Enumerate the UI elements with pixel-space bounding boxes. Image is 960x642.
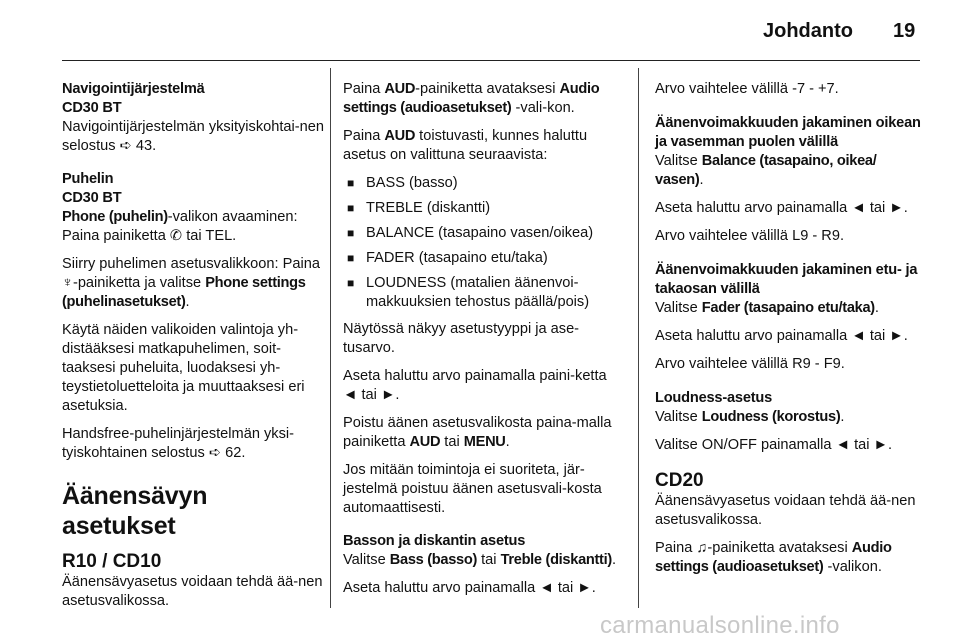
page-number: 19 bbox=[893, 20, 916, 42]
aud-paragraph-1 bbox=[343, 80, 625, 118]
audio-settings-name: Audio settings (audioasetukset) bbox=[655, 540, 892, 575]
text: toistuvasti, kunnes haluttu asetus on valittuna seuraavista: bbox=[343, 128, 588, 163]
nav-text: Navigointijärjestelmän yksityiskohtai-nen selostus bbox=[62, 119, 324, 154]
balance-paragraph-2: Aseta haluttu arvo painamalla ◄ tai ►. bbox=[655, 200, 908, 216]
fader-paragraph-2: Aseta haluttu arvo painamalla ◄ tai ►. bbox=[655, 328, 908, 344]
phone-menu-name: Phone (puhelin) bbox=[62, 209, 168, 225]
column-divider-2 bbox=[638, 68, 639, 608]
text: Poistu äänen asetusvalikosta paina-malla painiketta bbox=[343, 415, 612, 450]
text: tai bbox=[477, 552, 501, 568]
column-1 bbox=[62, 80, 326, 620]
fader-option: Fader (tasapaino etu/taka) bbox=[701, 300, 875, 316]
text: . bbox=[699, 172, 704, 188]
treble-option: Treble (diskantti) bbox=[500, 552, 612, 568]
list-item: ■ TREBLE (diskantti) bbox=[343, 199, 625, 218]
text: -painiketta avataksesi bbox=[415, 81, 560, 97]
watermark: carmanualsonline.info bbox=[600, 612, 840, 639]
phone-settings-name: Phone settings (puhelinasetukset) bbox=[62, 275, 306, 310]
phone-paragraph-2 bbox=[62, 255, 326, 312]
phone-settings-text: Siirry puhelimen asetusvalikkoon: Paina bbox=[62, 256, 320, 272]
range-paragraph: Arvo vaihtelee välillä -7 - +7. bbox=[655, 81, 839, 97]
text: -vali-kon. bbox=[511, 100, 575, 116]
r10-paragraph: Äänensävyasetus voidaan tehdä ää-nen asetusvalikossa. bbox=[62, 574, 323, 609]
loudness-option: Loudness (korostus) bbox=[701, 409, 841, 425]
phone-settings-mid: -painiketta ja valitse bbox=[72, 275, 206, 291]
list-item: ■ FADER (tasapaino etu/taka) bbox=[343, 249, 625, 268]
text: . bbox=[840, 409, 845, 425]
text: Paina bbox=[343, 128, 385, 144]
text: . bbox=[874, 300, 879, 316]
text: Paina bbox=[655, 540, 697, 556]
phone-icon: ✆ bbox=[169, 228, 183, 244]
nav-subheading: CD30 BT bbox=[62, 100, 122, 116]
text: -valikon. bbox=[823, 559, 882, 575]
column-divider-1 bbox=[330, 68, 331, 608]
phone-paragraph-1 bbox=[62, 208, 326, 246]
text: . bbox=[611, 552, 616, 568]
nav-heading: Navigointijärjestelmä bbox=[62, 81, 205, 97]
sound-settings-heading: Äänensävyn asetukset bbox=[62, 482, 208, 540]
balance-paragraph-1 bbox=[655, 152, 925, 190]
menu-key: MENU bbox=[463, 434, 506, 450]
phone-subheading: CD30 BT bbox=[62, 190, 122, 206]
bass-treble-heading: Basson ja diskantin asetus bbox=[343, 533, 526, 549]
audio-settings-name: Audio settings (audioasetukset) bbox=[343, 81, 600, 116]
fader-paragraph-1 bbox=[655, 299, 925, 318]
list-item: ■ BASS (basso) bbox=[343, 174, 625, 193]
page-header bbox=[0, 0, 960, 62]
phone-settings-tail: . bbox=[185, 294, 190, 310]
column-3 bbox=[655, 80, 925, 586]
text: -painiketta avataksesi bbox=[707, 540, 852, 556]
handsfree-text: Handsfree-puhelinjärjestelmän yksi-tyiskohtainen selostus bbox=[62, 426, 294, 461]
nav-paragraph bbox=[62, 118, 326, 156]
bass-paragraph-1 bbox=[343, 551, 625, 570]
fader-heading: Äänenvoimakkuuden jakaminen etu- ja takaosan välillä bbox=[655, 262, 918, 297]
exit-paragraph bbox=[343, 414, 625, 452]
text: Valitse bbox=[343, 552, 390, 568]
loudness-paragraph-2: Valitse ON/OFF painamalla ◄ tai ►. bbox=[655, 437, 893, 453]
phone-tail: tai TEL. bbox=[182, 228, 237, 244]
music-note-icon: ♫ bbox=[696, 540, 708, 556]
r10-heading: R10 / CD10 bbox=[62, 551, 162, 572]
nav-ref: 43. bbox=[131, 138, 157, 154]
page-ref-icon: ➪ bbox=[119, 138, 132, 154]
cd20-heading: CD20 bbox=[655, 470, 704, 491]
header-rule bbox=[62, 60, 920, 61]
fader-paragraph-3: Arvo vaihtelee välillä R9 - F9. bbox=[655, 356, 845, 372]
page-ref-icon: ➪ bbox=[208, 445, 222, 461]
balance-heading: Äänenvoimakkuuden jakaminen oikean ja vasemman puolen välillä bbox=[655, 115, 921, 150]
aud-key: AUD bbox=[384, 128, 416, 144]
text: Valitse bbox=[655, 300, 702, 316]
loudness-heading: Loudness-asetus bbox=[655, 390, 773, 406]
aud-paragraph-2 bbox=[343, 127, 625, 165]
section-title: Johdanto bbox=[763, 20, 853, 42]
bass-paragraph-2: Aseta haluttu arvo painamalla ◄ tai ►. bbox=[343, 580, 596, 596]
adjust-paragraph: Aseta haluttu arvo painamalla paini-ketta ◄ tai ►. bbox=[343, 368, 607, 403]
column-2 bbox=[343, 80, 625, 607]
bass-option: Bass (basso) bbox=[389, 552, 478, 568]
aud-key: AUD bbox=[409, 434, 441, 450]
text: Valitse bbox=[655, 153, 702, 169]
cd20-paragraph-2 bbox=[655, 539, 925, 577]
settings-list bbox=[343, 174, 625, 312]
display-paragraph: Näytössä näkyy asetustyyppi ja ase-tusarvo. bbox=[343, 321, 580, 356]
text: tai bbox=[440, 434, 464, 450]
phone-heading: Puhelin bbox=[62, 171, 114, 187]
aud-key: AUD bbox=[384, 81, 416, 97]
balance-paragraph-3: Arvo vaihtelee välillä L9 - R9. bbox=[655, 228, 844, 244]
text: . bbox=[505, 434, 510, 450]
loudness-paragraph-1 bbox=[655, 408, 925, 427]
phone-text: -valikon avaaminen: Paina painiketta bbox=[62, 209, 298, 244]
cd20-paragraph-1: Äänensävyasetus voidaan tehdä ää-nen asetusvalikossa. bbox=[655, 493, 916, 528]
phone-paragraph-3: Käytä näiden valikoiden valintoja yh-distääksesi matkapuhelimen, soit-taaksesi puheluita, luodaksesi yh-teystietoluetteloita ja muuttaaksesi eri asetuksia. bbox=[62, 322, 305, 414]
balance-option: Balance (tasapaino, oikea/ vasen) bbox=[655, 153, 877, 188]
timeout-paragraph: Jos mitään toimintoja ei suoriteta, jär-jestelmä poistuu äänen asetusvali-kosta automaattisesti. bbox=[343, 462, 602, 516]
text: Paina bbox=[343, 81, 385, 97]
settings-icon: ♆ bbox=[62, 275, 73, 291]
phone-paragraph-4 bbox=[62, 425, 326, 463]
list-item: ■ BALANCE (tasapaino vasen/oikea) bbox=[343, 224, 625, 243]
handsfree-ref: 62. bbox=[221, 445, 246, 461]
list-item: ■ LOUDNESS (matalien äänenvoi-makkuuksien tehostus päällä/pois) bbox=[343, 274, 625, 312]
text: Valitse bbox=[655, 409, 702, 425]
